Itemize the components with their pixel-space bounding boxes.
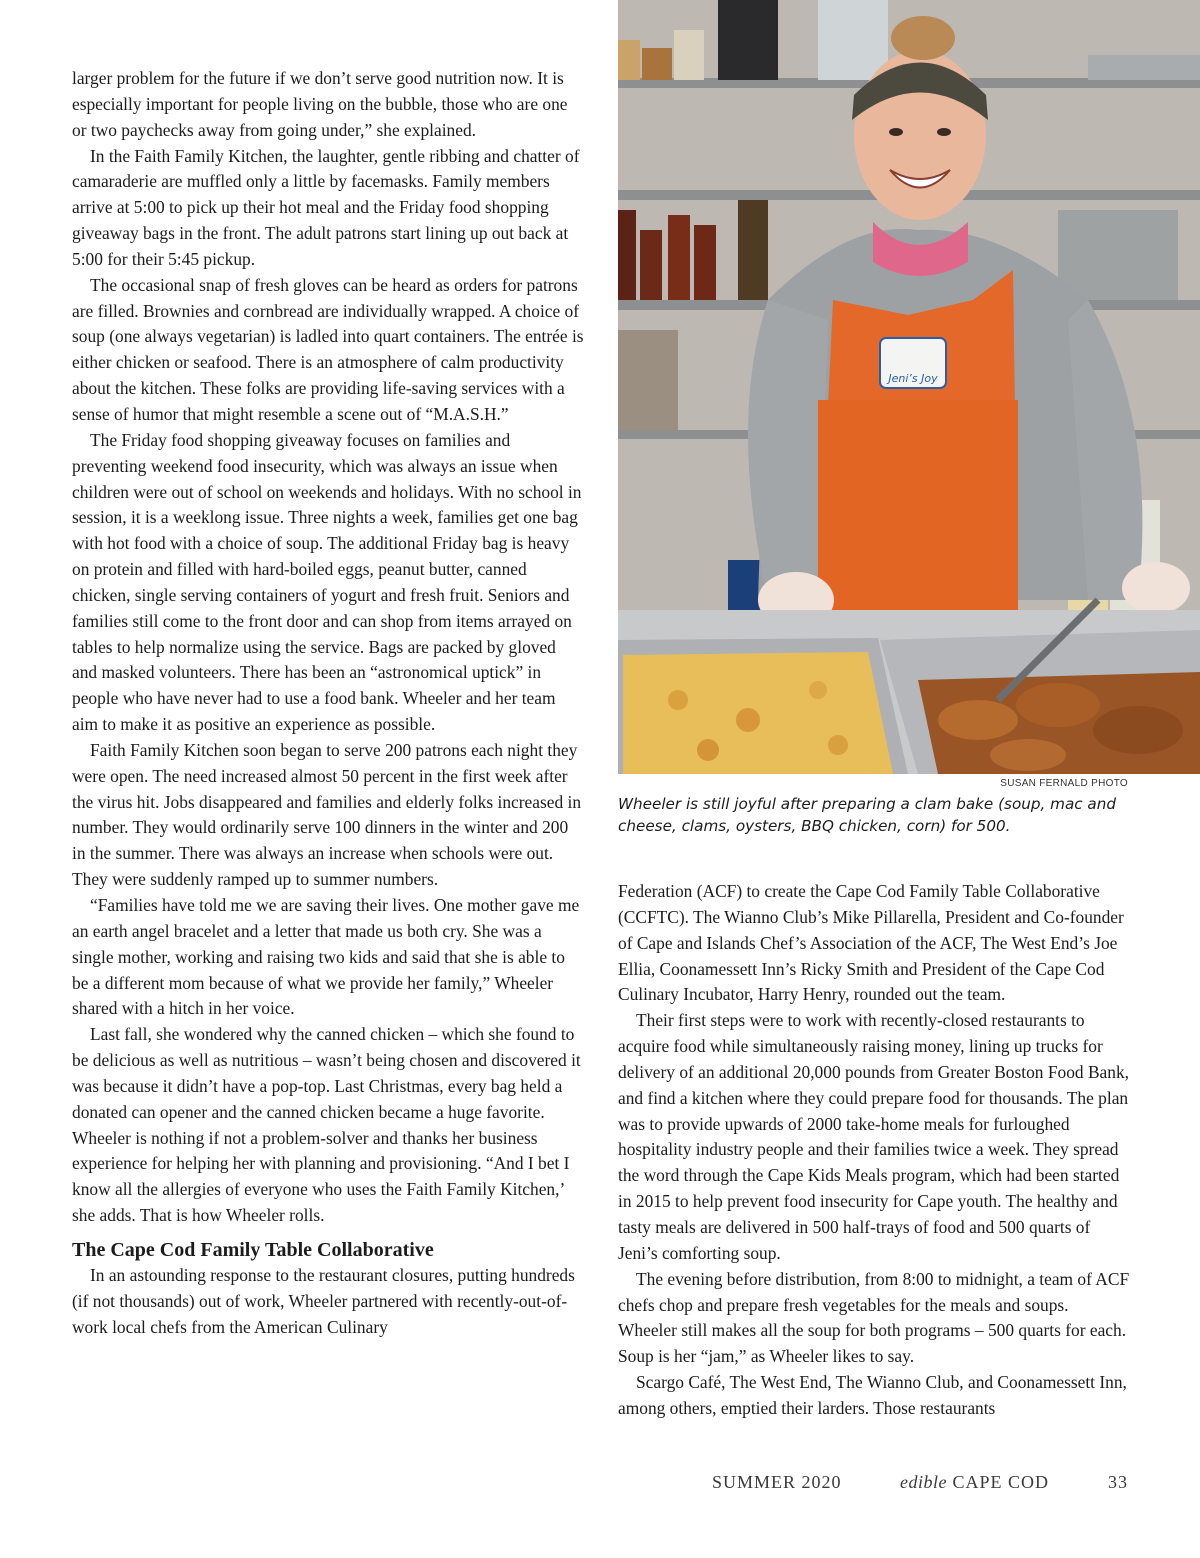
body-paragraph: In an astounding response to the restaurant closures, putting hundreds (if not thousands) out of work, Wheeler partnered with recently-out-of-work local chefs from the American Culinary	[72, 1264, 575, 1337]
issue-label: SUMMER 2020	[712, 1472, 842, 1492]
right-column	[618, 879, 1130, 1422]
page-footer	[600, 1472, 1128, 1498]
body-paragraph: Federation (ACF) to create the Cape Cod Family Table Collaborative (CCFTC). The Wianno Club’s Mike Pillarella, President and Co-founder of Cape and Islands Chef’s Association of the ACF, The West End’s Joe Ellia, Coonamessett Inn’s Ricky Smith and President of the Cape Cod Culinary Incubator, Harry Henry, rounded out the team.	[618, 881, 1124, 1005]
magazine-name-rest: CAPE COD	[946, 1472, 1049, 1492]
section-subhead: The Cape Cod Family Table Collaborative	[72, 1238, 434, 1261]
photo-credit: SUSAN FERNALD PHOTO	[1000, 778, 1128, 789]
body-paragraph: Faith Family Kitchen soon began to serve 200 patrons each night they were open. The need increased almost 50 percent in the first week after the virus hit. Jobs disappeared and families and elderly folks increased in number. They would ordinarily serve 100 dinners in the winter and 200 in the summer. There was always an increase when schools were out. They were suddenly ramped up to summer numbers.	[72, 739, 582, 890]
body-paragraph: “Families have told me we are saving their lives. One mother gave me an earth angel bracelet and a letter that made us both cry. She was a single mother, working and raising two kids and said that she is able to be a different mom because of what we provide her family,” Wheeler shared with a hitch in her voice.	[72, 895, 580, 1019]
body-paragraph: In the Faith Family Kitchen, the laughter, gentle ribbing and chatter of camaraderie are muffled only a little by facemasks. Family members arrive at 5:00 to pick up their hot meal and the Friday food shopping giveaway bags in the front. The adult patrons start lining up out back at 5:00 for their 5:45 pickup.	[72, 145, 580, 269]
apron-badge-text: Jeni’s Joy	[888, 372, 938, 385]
magazine-name	[900, 1472, 1049, 1493]
body-paragraph: The occasional snap of fresh gloves can be heard as orders for patrons are filled. Brownies and cornbread are individually wrapped. A choice of soup (one always vegetarian) is ladled into quart containers. The entrée is either chicken or seafood. There is an atmosphere of calm productivity about the kitchen. These folks are providing life-saving services with a sense of humor that might resemble a scene out of “M.A.S.H.”	[72, 274, 584, 424]
magazine-name-italic: edible	[900, 1472, 947, 1492]
page-number: 33	[1108, 1472, 1128, 1492]
body-paragraph: The evening before distribution, from 8:00 to midnight, a team of ACF chefs chop and prepare fresh vegetables for the meals and soups. Wheeler still makes all the soup for both programs – 500 quarts for each. Soup is her “jam,” as Wheeler likes to say.	[618, 1268, 1130, 1367]
body-paragraph: The Friday food shopping giveaway focuses on families and preventing weekend food insecurity, which was always an issue when children were out of school on weekends and holidays. With no school in session, it is a weeklong issue. Three nights a week, families get one bag with hot food with a choice of soup. The additional Friday bag is heavy on protein and filled with hard-boiled eggs, peanut butter, canned chicken, single serving containers of yogurt and fresh fruit. Seniors and families still come to the front door and can shop from items arrayed on tables to help normalize using the service. Bags are packed by gloved and masked volunteers. There has been an “astronomical uptick” in people who have never had to use a food bank. Wheeler and her team aim to make it as positive an experience as possible.	[72, 429, 582, 735]
body-paragraph: larger problem for the future if we don’t serve good nutrition now. It is especially important for people living on the bubble, those who are one or two paychecks away from going under,” she explained.	[72, 68, 568, 140]
body-paragraph: Scargo Café, The West End, The Wianno Club, and Coonamessett Inn, among others, emptied their larders. Those restaurants	[618, 1372, 1127, 1418]
left-column	[72, 66, 584, 1341]
body-paragraph: Last fall, she wondered why the canned chicken – which she found to be delicious as well as nutritious – wasn’t being chosen and discovered it was because it didn’t have a pop-top. Last Christmas, every bag held a donated can opener and the canned chicken became a huge favorite. Wheeler is nothing if not a problem-solver and thanks her business experience for helping her with planning and provisioning. “And I bet I know all the allergies of everyone who uses the Faith Family Kitchen,’ she adds. That is how Wheeler rolls.	[72, 1024, 581, 1226]
photo-caption: Wheeler is still joyful after preparing a clam bake (soup, mac and cheese, clams, oysters, BBQ chicken, corn) for 500.	[618, 795, 1117, 835]
kitchen-photo	[618, 0, 1200, 774]
body-paragraph: Their first steps were to work with recently-closed restaurants to acquire food while simultaneously raising money, lining up trucks for delivery of an additional 20,000 pounds from Greater Boston Food Bank, and find a kitchen where they could prepare food for thousands. The plan was to provide upwards of 2000 take-home meals for furloughed hospitality industry people and their families twice a week. They spread the word through the Cape Kids Meals program, which had been started in 2015 to help prevent food insecurity for Cape youth. The healthy and tasty meals are delivered in 500 half-trays of food and 500 quarts of Jeni’s comforting soup.	[618, 1010, 1130, 1263]
